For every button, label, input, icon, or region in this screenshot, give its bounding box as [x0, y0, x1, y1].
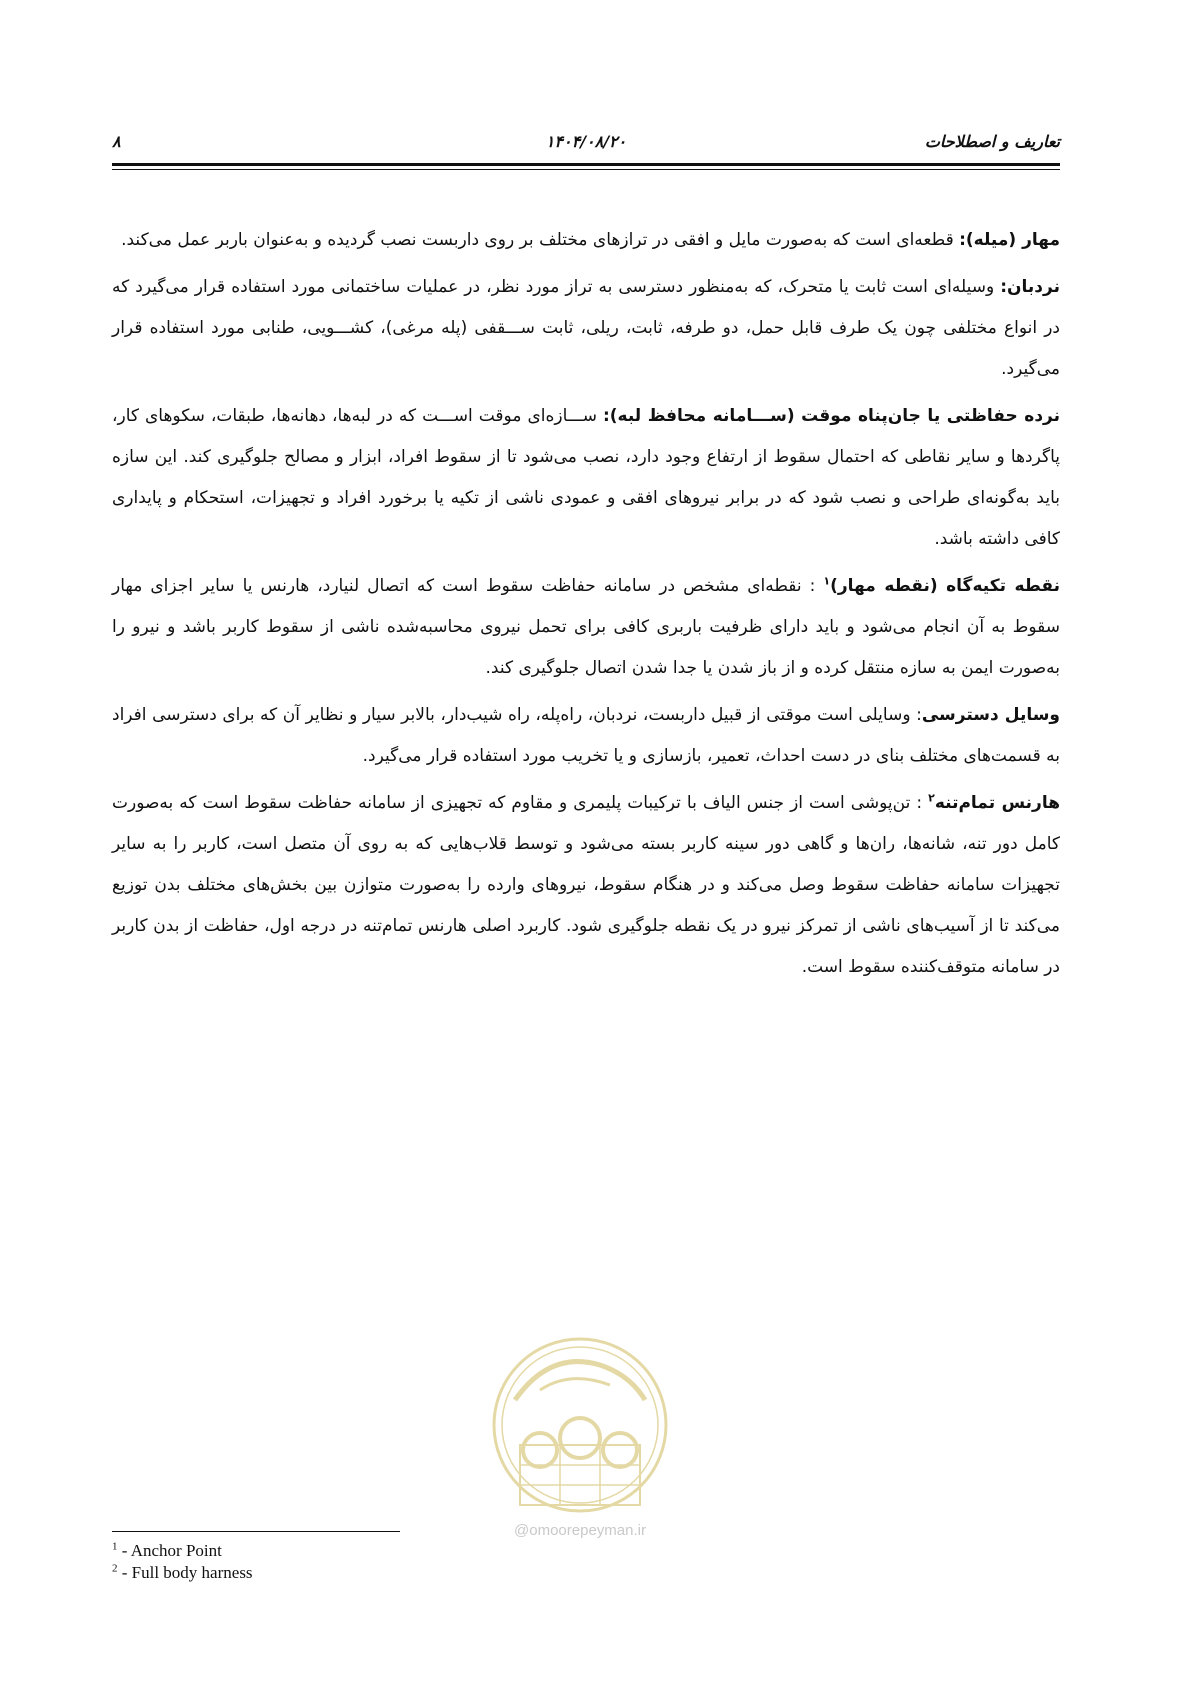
definition-term: وسایل دسترسی	[921, 705, 1060, 725]
definition-text: : نقطه‌ای مشخص در سامانه حفاظت سقوط است که اتصال لنیارد، هارنس یا سایر اجزای مهار سقوط به آن انجام می‌شود و باید دارای ظرفیت باربری کافی برای تحمل نیروی محاسبه‌شده ناشی از سقوط کاربر باشد و نیرو را به‌صورت ایمن به سازه منتقل کرده و از باز شدن یا جدا شدن اتصال جلوگیری کند.	[112, 576, 1060, 678]
definition-paragraph	[112, 695, 1060, 777]
header-rule-thin	[112, 169, 1060, 170]
page-header	[112, 132, 1060, 156]
definition-paragraph	[112, 396, 1060, 560]
page-number: ۸	[112, 132, 121, 151]
footnote-rule	[112, 1531, 400, 1532]
definition-text: : وسایلی است موقتی از قبیل داربست، نردبان، راه‌پله، راه شیب‌دار، بالابر سیار و نظایر آن که برای دسترسی افراد به قسمت‌های مختلف بنای در دست احداث، تعمیر، بازسازی و یا تخریب مورد استفاده قرار می‌گیرد.	[112, 705, 1060, 766]
definition-term: نقطه تکیه‌گاه (نقطه مهار)	[830, 576, 1060, 596]
footnotes	[112, 1540, 512, 1584]
definition-term: مهار (میله):	[959, 230, 1060, 250]
footnote-number: 1	[112, 1540, 118, 1553]
footnote-number: 2	[112, 1562, 118, 1575]
footnote-text: - Anchor Point	[117, 1541, 222, 1560]
definition-text: قطعه‌ای است که به‌صورت مایل و افقی در ترازهای مختلف بر روی داربست نصب گردیده و به‌عنوان باربر عمل می‌کند.	[121, 230, 960, 250]
watermark-text: @omoorepeyman.ir	[514, 1522, 646, 1539]
footnote-item	[112, 1540, 512, 1562]
footnote-ref[interactable]: ۱	[823, 574, 831, 588]
footnote-item	[112, 1562, 512, 1584]
definition-term: نرده حفاظتی یا جان‌پناه موقت (ســـامانه محافظ لبه):	[602, 406, 1061, 426]
header-date: ۱۴۰۴/۰۸/۲۰	[545, 132, 627, 151]
header-rule-thick	[112, 163, 1060, 166]
definition-text: وسیله‌ای است ثابت یا متحرک، که به‌منظور دسترسی به تراز مورد نظر، در عملیات ساختمانی مورد استفاده قرار می‌گیرد که در انواع مختلفی چون یک طرف قابل حمل، دو طرفه، ثابت، ریلی، ثابت ســـقفی (پله مرغی)، کشـــویی، طنابی مورد استفاده قرار می‌گیرد.	[112, 277, 1060, 379]
definition-text: : تن‌پوشی است از جنس الیاف با ترکیبات پلیمری و مقاوم که تجهیزی از سامانه حفاظت سقوط است که به‌صورت کامل دور تنه، شانه‌ها، ران‌ها و گاهی دور سینه کاربر بسته می‌شود و توسط قلاب‌هایی که به روی آن متصل است، کاربر را به سایر تجهیزات سامانه حفاظت سقوط وصل می‌کند و در هنگام سقوط، نیروهای وارده را به‌صورت متوازن بین بخش‌های مختلف بدن توزیع می‌کند تا از آسیب‌های ناشی از تمرکز نیرو در یک نقطه جلوگیری شود. کاربرد اصلی هارنس تمام‌تنه در درجه اول، حفاظت از بدن کاربر در سامانه متوقف‌کننده سقوط است.	[112, 793, 1060, 977]
definition-paragraph	[112, 783, 1060, 988]
definition-paragraph	[112, 220, 1060, 261]
definition-term: هارنس تمام‌تنه	[934, 793, 1060, 813]
watermark-logo	[480, 1330, 680, 1545]
footnote-ref[interactable]: ۲	[928, 791, 935, 805]
header-title: تعاریف و اصطلاحات	[924, 132, 1060, 151]
definition-paragraph	[112, 566, 1060, 689]
footnote-text: - Full body harness	[117, 1563, 253, 1582]
body-text	[112, 220, 1060, 994]
definition-paragraph	[112, 267, 1060, 390]
definition-term: نردبان:	[1000, 277, 1060, 297]
definition-text: ســـازه‌ای موقت اســـت که در لبه‌ها، دهانه‌ها، طبقات، سکوهای کار، پاگردها و سایر نقاطی که احتمال سقوط از ارتفاع وجود دارد، نصب می‌شود تا از سقوط افراد، ابزار و مصالح جلوگیری کند. این سازه باید به‌گونه‌ای طراحی و نصب شود که در برابر نیروهای افقی و عمودی ناشی از تکیه یا برخورد افراد و تجهیزات، استحکام و پایداری کافی داشته باشد.	[112, 406, 1060, 549]
